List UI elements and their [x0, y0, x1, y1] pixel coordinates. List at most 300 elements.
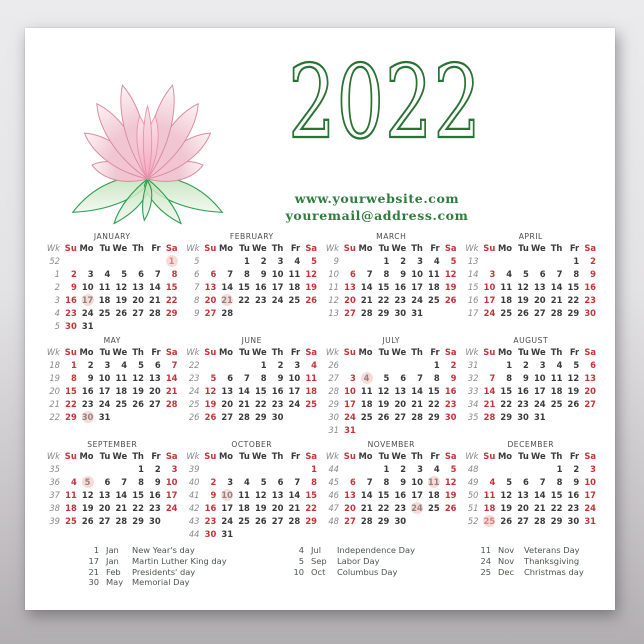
week-number: 36	[49, 477, 60, 488]
legend-item	[477, 567, 584, 578]
day-cell	[251, 527, 268, 540]
day-cell: 21	[360, 503, 373, 513]
day-cell: 19	[444, 282, 457, 293]
week-number: 39	[49, 515, 60, 526]
day-header: Tu	[99, 243, 111, 254]
day-cell: 14	[360, 282, 373, 293]
day-cell: 7	[556, 269, 563, 280]
day-cell: 28	[115, 515, 128, 526]
day-cell: 15	[65, 386, 77, 397]
week-number: 45	[328, 477, 339, 488]
month-grid	[465, 450, 598, 527]
day-cell	[357, 255, 374, 268]
day-cell: 22	[238, 295, 250, 305]
day-header: Th	[132, 243, 144, 254]
legend-day: 4	[298, 545, 304, 555]
month-title: SEPTEMBER	[87, 440, 138, 449]
day-header: Wk	[186, 243, 200, 254]
month-title: FEBRUARY	[229, 232, 274, 241]
day-cell: 16	[584, 282, 596, 293]
day-cell: 6	[154, 360, 161, 371]
website-text: www.yourwebsite.com	[294, 191, 460, 206]
day-cell: 28	[360, 307, 373, 318]
day-cell: 23	[204, 515, 217, 526]
day-cell	[284, 527, 301, 540]
day-cell: 5	[523, 269, 529, 280]
day-cell: 29	[65, 411, 77, 422]
day-cell: 17	[483, 295, 496, 305]
week-number: 5	[54, 320, 60, 331]
day-cell: 3	[539, 360, 546, 371]
day-cell: 11	[550, 373, 563, 384]
day-header: Th	[550, 451, 563, 462]
day-header: Fr	[290, 243, 301, 254]
week-number: 47	[328, 503, 339, 513]
holiday-day: 11	[427, 477, 440, 488]
day-cell: 25	[428, 503, 440, 513]
day-header: Th	[271, 347, 284, 358]
day-cell: 12	[517, 282, 529, 293]
day-header: Su	[204, 347, 217, 358]
day-cell	[128, 410, 145, 423]
day-cell: 8	[70, 373, 77, 384]
month-september	[46, 439, 179, 543]
day-cell	[61, 255, 78, 268]
day-cell: 18	[428, 282, 440, 293]
day-cell: 7	[171, 360, 178, 371]
day-cell: 12	[204, 386, 217, 397]
legend-item	[477, 556, 584, 567]
day-cell: 10	[288, 373, 301, 384]
week-number: 15	[467, 282, 479, 293]
day-cell: 21	[550, 295, 563, 305]
day-cell	[441, 514, 458, 527]
day-header: Sa	[584, 243, 596, 254]
day-header: We	[252, 451, 267, 462]
day-cell	[95, 463, 112, 476]
day-cell	[340, 463, 357, 476]
day-cell: 19	[115, 295, 128, 305]
day-cell: 17	[288, 386, 301, 397]
day-cell: 31	[533, 411, 546, 422]
day-header: Mo	[358, 243, 373, 254]
day-header: Fr	[290, 347, 301, 358]
day-header: Th	[411, 243, 423, 254]
day-cell	[374, 423, 391, 436]
day-cell	[547, 410, 564, 423]
legend-day: 21	[88, 566, 99, 577]
day-cell: 11	[360, 386, 373, 397]
day-cell: 28	[483, 411, 496, 422]
week-number: 44	[188, 528, 200, 539]
day-cell: 24	[288, 399, 301, 409]
day-header: Su	[343, 347, 356, 358]
legend-month: Dec	[498, 566, 515, 577]
day-cell	[162, 410, 179, 423]
week-number: 23	[188, 373, 200, 384]
day-header: Mo	[497, 451, 513, 462]
month-grid	[325, 242, 458, 319]
day-cell: 31	[411, 307, 423, 318]
day-cell: 11	[65, 490, 77, 501]
day-cell: 13	[344, 490, 356, 501]
day-cell: 2	[400, 464, 407, 475]
day-cell: 6	[227, 373, 234, 384]
day-cell: 2	[210, 477, 217, 488]
day-cell: 27	[149, 399, 161, 409]
day-cell: 16	[271, 386, 284, 397]
day-cell: 7	[366, 269, 373, 280]
day-cell: 18	[483, 503, 496, 513]
holiday-day: 30	[81, 411, 94, 422]
day-cell: 27	[344, 515, 356, 526]
day-cell	[217, 255, 234, 268]
day-cell: 7	[121, 477, 128, 488]
legend-item	[290, 545, 415, 556]
legend-month: Jan	[106, 545, 119, 555]
day-header: Fr	[569, 347, 580, 358]
day-cell: 28	[411, 411, 423, 422]
month-title: JANUARY	[93, 232, 131, 241]
day-cell: 19	[500, 503, 513, 513]
month-grid	[46, 242, 179, 332]
week-number: 46	[328, 490, 339, 501]
month-title: AUGUST	[513, 336, 549, 345]
day-cell: 13	[584, 373, 596, 384]
day-cell: 29	[550, 515, 563, 526]
day-header: Tu	[239, 347, 250, 358]
day-cell: 9	[70, 282, 77, 293]
month-june	[186, 335, 319, 439]
month-grid	[465, 242, 598, 319]
week-number: 30	[328, 411, 339, 422]
day-cell: 17	[271, 282, 284, 293]
day-cell: 20	[394, 399, 407, 409]
month-grid	[186, 450, 319, 540]
day-cell	[162, 319, 179, 332]
day-cell: 26	[567, 399, 580, 409]
day-cell	[301, 306, 318, 319]
day-header: Th	[411, 347, 423, 358]
week-number: 51	[467, 503, 479, 513]
day-cell: 13	[221, 386, 234, 397]
day-cell: 1	[573, 256, 580, 267]
day-cell	[268, 463, 285, 476]
day-cell: 27	[204, 307, 217, 318]
day-header: Fr	[569, 451, 580, 462]
day-cell: 7	[539, 477, 546, 488]
day-cell: 3	[87, 269, 94, 280]
day-cell: 2	[70, 269, 77, 280]
week-number: 7	[194, 282, 200, 293]
day-cell	[111, 463, 128, 476]
day-cell: 1	[383, 464, 390, 475]
day-cell: 15	[132, 490, 144, 501]
day-cell	[424, 306, 441, 319]
day-cell: 4	[556, 360, 563, 371]
day-cell: 28	[550, 307, 563, 318]
month-title: DECEMBER	[507, 440, 555, 449]
legend-month: Nov	[498, 545, 515, 555]
legend-item	[85, 567, 227, 578]
legend-holiday-name: Veterans Day	[524, 545, 580, 555]
week-number: 50	[467, 490, 479, 501]
week-number: 41	[188, 490, 200, 501]
day-cell: 14	[533, 490, 546, 501]
day-cell: 17	[411, 282, 423, 293]
day-cell: 21	[483, 399, 496, 409]
day-cell: 1	[260, 360, 267, 371]
day-cell: 30	[444, 411, 457, 422]
legend-month: Oct	[311, 566, 326, 577]
month-april	[465, 231, 598, 335]
week-number: 22	[188, 360, 200, 371]
day-cell: 16	[517, 386, 529, 397]
day-cell	[111, 255, 128, 268]
day-cell: 18	[115, 386, 128, 397]
day-cell: 17	[411, 490, 423, 501]
legend-day: 10	[293, 566, 304, 577]
day-cell: 20	[344, 503, 356, 513]
day-cell: 27	[344, 307, 356, 318]
day-cell	[201, 463, 218, 476]
week-number: 34	[467, 399, 479, 409]
day-cell: 14	[238, 386, 250, 397]
legend-column	[477, 545, 584, 577]
day-cell: 1	[70, 360, 77, 371]
day-cell: 25	[288, 295, 301, 305]
day-cell: 23	[394, 503, 407, 513]
contact-block	[255, 190, 499, 224]
day-cell: 16	[65, 295, 77, 305]
day-cell: 21	[533, 503, 546, 513]
day-cell: 20	[271, 503, 284, 513]
day-cell: 24	[344, 411, 356, 422]
week-number: 26	[328, 360, 339, 371]
day-cell: 18	[238, 503, 250, 513]
day-cell: 21	[360, 295, 373, 305]
day-cell: 26	[115, 307, 128, 318]
day-header: Mo	[497, 243, 513, 254]
day-cell: 13	[533, 282, 546, 293]
day-cell: 7	[489, 373, 496, 384]
day-header: Su	[483, 451, 496, 462]
day-cell: 6	[349, 477, 356, 488]
day-cell: 30	[517, 411, 529, 422]
day-header: We	[252, 347, 267, 358]
day-cell: 23	[584, 295, 596, 305]
day-header: Wk	[465, 347, 479, 358]
day-cell: 9	[523, 373, 529, 384]
month-title: JULY	[382, 336, 401, 345]
legend-holiday-name: Memorial Day	[132, 577, 190, 588]
day-cell	[407, 502, 424, 515]
day-cell: 26	[444, 503, 457, 513]
day-cell: 26	[305, 295, 317, 305]
day-cell: 18	[360, 399, 373, 409]
day-cell: 17	[584, 490, 596, 501]
week-number: 33	[467, 386, 479, 397]
day-cell: 24	[165, 503, 178, 513]
day-cell: 2	[523, 360, 529, 371]
day-cell: 8	[171, 269, 178, 280]
day-cell: 8	[573, 269, 580, 280]
day-cell: 28	[360, 515, 373, 526]
day-cell: 18	[428, 490, 440, 501]
month-grid	[186, 346, 319, 423]
day-cell	[201, 359, 218, 372]
day-cell: 3	[489, 269, 496, 280]
day-cell: 18	[305, 386, 317, 397]
day-cell: 5	[260, 477, 267, 488]
day-cell: 28	[533, 515, 546, 526]
day-cell	[340, 359, 357, 372]
day-header: Sa	[165, 451, 178, 462]
week-number: 17	[467, 307, 479, 318]
day-cell	[251, 463, 268, 476]
day-cell: 30	[567, 515, 580, 526]
day-header: Su	[343, 243, 356, 254]
day-cell	[251, 306, 268, 319]
day-cell: 12	[132, 373, 144, 384]
week-number: 25	[188, 399, 200, 409]
day-cell	[530, 463, 547, 476]
day-header: We	[112, 243, 128, 254]
day-cell: 27	[98, 515, 111, 526]
day-cell: 24	[533, 399, 546, 409]
month-december	[465, 439, 598, 543]
day-cell: 25	[115, 399, 128, 409]
day-cell: 7	[366, 477, 373, 488]
day-cell: 30	[394, 515, 407, 526]
day-header: We	[112, 451, 128, 462]
day-cell: 4	[506, 269, 513, 280]
day-cell: 27	[132, 307, 144, 318]
day-cell: 18	[550, 386, 563, 397]
day-header: Su	[64, 451, 77, 462]
day-cell	[78, 476, 95, 489]
day-cell: 9	[590, 269, 596, 280]
legend-holiday-name: Labor Day	[337, 555, 380, 566]
day-cell: 9	[400, 269, 407, 280]
week-number: 2	[54, 282, 60, 293]
day-cell: 2	[87, 360, 94, 371]
week-number: 14	[467, 269, 479, 280]
day-cell: 30	[65, 320, 77, 331]
legend-item	[85, 577, 227, 588]
day-cell: 1	[383, 256, 390, 267]
day-cell	[201, 255, 218, 268]
holiday-day: 25	[483, 515, 496, 526]
day-cell: 7	[244, 373, 250, 384]
day-cell: 15	[428, 386, 440, 397]
day-header: We	[391, 243, 407, 254]
day-header: Fr	[151, 243, 161, 254]
day-cell: 22	[305, 503, 317, 513]
day-header: We	[252, 243, 267, 254]
day-cell: 17	[165, 490, 178, 501]
day-cell: 21	[411, 399, 423, 409]
week-number: 4	[54, 307, 60, 318]
day-header: Mo	[79, 347, 94, 358]
day-cell: 13	[204, 282, 217, 293]
legend-item	[85, 545, 227, 556]
day-header: Mo	[497, 347, 513, 358]
day-cell: 5	[573, 360, 580, 371]
day-header: Mo	[358, 347, 373, 358]
day-cell: 11	[305, 373, 317, 384]
day-cell: 1	[433, 360, 440, 371]
day-header: Su	[343, 451, 356, 462]
day-cell: 29	[132, 515, 144, 526]
day-cell: 6	[210, 269, 217, 280]
day-cell	[441, 306, 458, 319]
day-cell	[547, 255, 564, 268]
day-cell	[217, 463, 234, 476]
day-cell: 9	[277, 373, 284, 384]
day-cell: 10	[411, 269, 423, 280]
day-cell	[78, 410, 95, 423]
day-cell: 29	[567, 307, 580, 318]
day-cell: 10	[81, 282, 94, 293]
day-cell: 3	[349, 373, 356, 384]
day-cell: 8	[383, 269, 390, 280]
day-header: Th	[271, 243, 284, 254]
legend-item	[477, 545, 584, 556]
legend-month: Feb	[106, 566, 121, 577]
legend-holiday-name: Martin Luther King day	[132, 555, 227, 566]
day-cell: 23	[149, 503, 161, 513]
week-number: 16	[467, 295, 479, 305]
day-header: Th	[550, 243, 563, 254]
month-title: MAY	[103, 336, 121, 345]
day-cell: 7	[294, 477, 301, 488]
month-may	[46, 335, 179, 439]
month-july	[325, 335, 458, 439]
day-cell: 28	[165, 399, 178, 409]
legend-column	[290, 545, 415, 577]
day-cell	[145, 255, 162, 268]
day-cell	[234, 359, 251, 372]
week-number: 13	[328, 307, 339, 318]
day-cell	[374, 359, 391, 372]
week-number: 31	[467, 360, 479, 371]
day-cell	[284, 306, 301, 319]
day-cell	[284, 410, 301, 423]
day-cell: 21	[149, 295, 161, 305]
day-cell: 1	[506, 360, 513, 371]
day-cell: 5	[121, 269, 128, 280]
day-cell: 20	[533, 295, 546, 305]
day-cell: 7	[154, 269, 161, 280]
email-text: youremail@address.com	[285, 208, 469, 223]
day-cell: 10	[533, 373, 546, 384]
month-title: APRIL	[518, 232, 543, 241]
day-cell	[145, 410, 162, 423]
day-header: Tu	[378, 243, 390, 254]
day-cell: 19	[254, 503, 267, 513]
day-cell: 9	[450, 373, 457, 384]
day-header: Tu	[518, 451, 529, 462]
day-cell: 22	[254, 399, 267, 409]
day-cell: 12	[500, 490, 513, 501]
day-header: Fr	[430, 451, 440, 462]
day-header: Fr	[569, 243, 580, 254]
day-header: Su	[204, 451, 217, 462]
day-header: Fr	[151, 451, 161, 462]
day-cell: 20	[584, 386, 596, 397]
day-cell: 26	[517, 307, 529, 318]
